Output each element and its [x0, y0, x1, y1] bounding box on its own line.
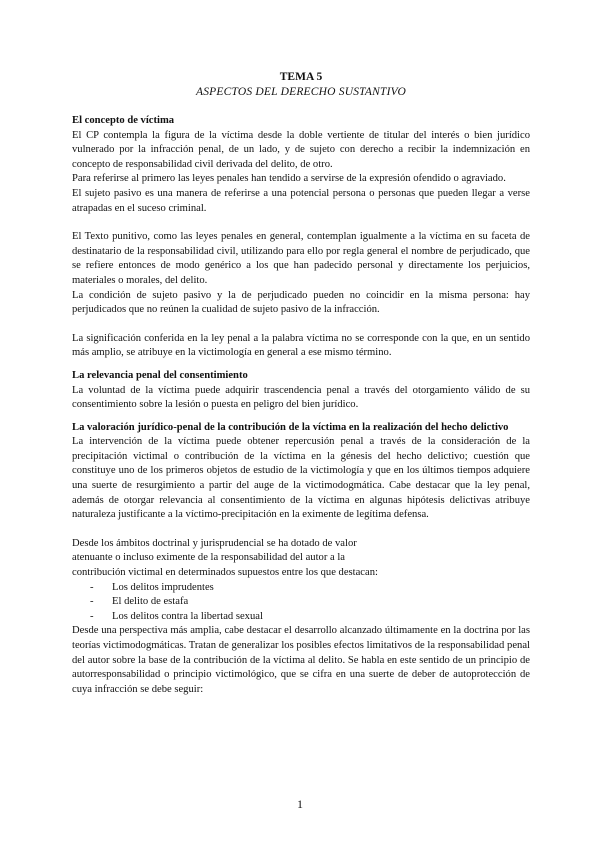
list-item-text: Los delitos imprudentes [112, 581, 214, 593]
page-subtitle: ASPECTOS DEL DERECHO SUSTANTIVO [196, 86, 406, 98]
paragraph: La significación conferida en la ley penal a la palabra víctima no se corresponde con la que, en un sentido más amplio, se atribuye en la victimología en general a ese mismo término. [72, 332, 530, 359]
section-heading: La relevancia penal del consentimiento [72, 369, 248, 381]
paragraph: El sujeto pasivo es una manera de referirse a una potencial persona o personas que pueden llegar a verse atrapadas en el suceso criminal. [72, 187, 530, 214]
list-item: - Los delitos imprudentes [90, 581, 214, 593]
paragraph: Desde una perspectiva más amplia, cabe destacar el desarrollo alcanzado últimamente en la doctrina por las teorías victimodogmáticas. Tratan de generalizar los posibles efectos limitativos de la responsabilidad penal del autor sobre la base de la contribución de la víctima al delito. Se habla en este sentido de un principio de autorresponsabilidad o principio victimológico, que se cifra en una suerte de deber de autoprotección de cuya infracción se debe seguir: [72, 625, 530, 695]
paragraph: La condición de sujeto pasivo y la de perjudicado pueden no coincidir en la misma persona: hay perjudicados que no reúnen la cualidad de sujeto pasivo de la infracción. [72, 289, 530, 316]
list-item-text: El delito de estafa [112, 596, 189, 608]
list-item: - Los delitos contra la libertad sexual [90, 610, 263, 622]
title-block [72, 70, 530, 100]
list-item-text: Los delitos contra la libertad sexual [112, 610, 263, 622]
paragraph: Para referirse al primero las leyes penales han tendido a servirse de la expresión ofendido o agraviado. [72, 173, 506, 185]
dash-list [72, 581, 530, 625]
page-title: TEMA 5 [279, 71, 323, 83]
paragraph: El Texto punitivo, como las leyes penales en general, contemplan igualmente a la víctima en su faceta de destinatario de la responsabilidad civil, utilizando para ello por regla general el nombre de perjudicado, que se refiere entonces de modo genérico a los que han padecido personal y directamente los perjuicios, materiales o morales, del delito. [72, 231, 530, 286]
document-body [72, 70, 530, 697]
paragraph: La voluntad de la víctima puede adquirir trascendencia penal a través del otorgamiento válido de su consentimiento sobre la lesión o puesta en peligro del bien jurídico. [72, 384, 530, 411]
section-heading: El concepto de víctima [72, 115, 175, 126]
section-consentimiento [72, 369, 530, 413]
list-item: - El delito de estafa [90, 596, 189, 608]
page-number: 1 [297, 797, 303, 811]
text-line: contribución victimal en determinados supuestos entre los que destacan: [72, 567, 378, 579]
intro-lines [72, 537, 530, 581]
section-victima [72, 114, 530, 361]
text-line: Desde los ámbitos doctrinal y jurisprudencial se ha dotado de valor [72, 537, 357, 549]
section-valoracion [72, 421, 530, 698]
paragraph: La intervención de la víctima puede obtener repercusión penal a través de la consideración de la precipitación victimal o contribución de la víctima en la génesis del hecho delictivo; cuestión que constituye uno de los primeros objetos de estudio de la victimología y que en los últimos tiempos adquiere una suerte de resurgimiento a partir del auge de la victimodogmática. Cabe destacar que la ley penal, además de otorgar relevancia al consentimiento de la víctima en algunas hipótesis delictivas atribuye naturaleza justificante a la víctimo-precipitación en la eximente de legítima defensa. [72, 436, 530, 521]
section-heading: La valoración jurídico-penal de la contribución de la víctima en la realización del hecho delictivo [72, 421, 509, 433]
text-line: atenuante o incluso eximente de la responsabilidad del autor a la [72, 552, 345, 564]
paragraph: El CP contempla la figura de la víctima desde la doble vertiente de titular del interés o bien jurídico vulnerado por la infracción penal, de un lado, y de sujeto con derecho a recibir la indemnización en concepto de responsabilidad civil derivada del delito, de otro. [72, 129, 530, 170]
